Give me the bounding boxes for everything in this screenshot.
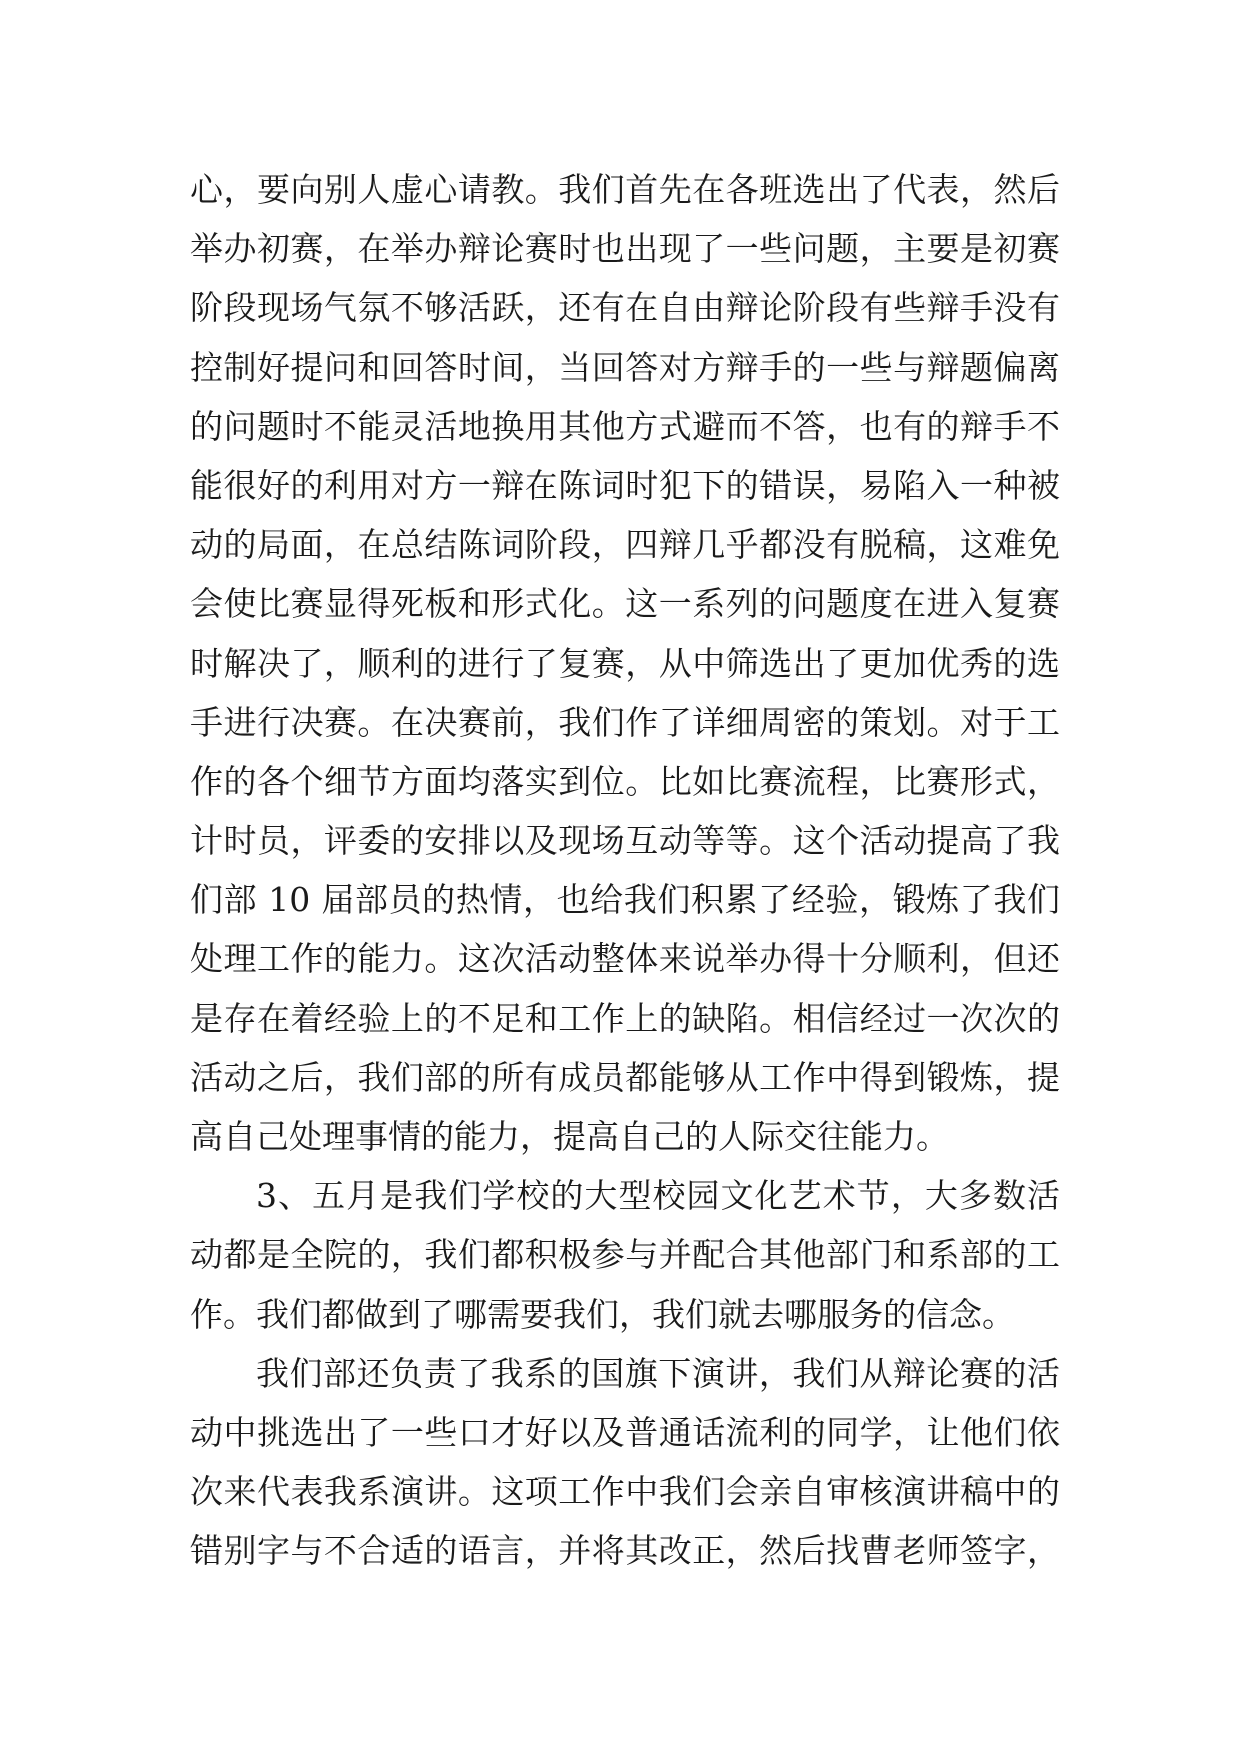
text-line: 能很好的利用对方一辩在陈词时犯下的错误，易陷入一种被 [190, 465, 1060, 505]
text-line: 会使比赛显得死板和形式化。这一系列的问题度在进入复赛 [190, 584, 1060, 624]
text-line: 次来代表我系演讲。这项工作中我们会亲自审核演讲稿中的 [190, 1472, 1060, 1512]
paragraph-first-line: 我们部还负责了我系的国旗下演讲，我们从辩论赛的活 [256, 1353, 1060, 1393]
text-line: 阶段现场气氛不够活跃，还有在自由辩论阶段有些辩手没有 [190, 288, 1060, 328]
text-line: 计时员，评委的安排以及现场互动等等。这个活动提高了我 [190, 821, 1060, 861]
text-line: 活动之后，我们部的所有成员都能够从工作中得到锻炼，提 [190, 1057, 1060, 1097]
text-line: 的问题时不能灵活地换用其他方式避而不答，也有的辩手不 [190, 406, 1060, 446]
text-line: 动都是全院的，我们都积极参与并配合其他部门和系部的工 [190, 1235, 1060, 1275]
text-line: 动的局面，在总结陈词阶段，四辩几乎都没有脱稿，这难免 [190, 525, 1060, 565]
body-text [190, 160, 1060, 1581]
text-line: 控制好提问和回答时间，当回答对方辩手的一些与辩题偏离 [190, 347, 1060, 387]
text-line: 举办初赛，在举办辩论赛时也出现了一些问题，主要是初赛 [190, 229, 1060, 269]
text-line: 作。我们都做到了哪需要我们，我们就去哪服务的信念。 [190, 1294, 1015, 1334]
text-line: 处理工作的能力。这次活动整体来说举办得十分顺利，但还 [190, 939, 1060, 979]
text-line: 们部 10 届部员的热情，也给我们积累了经验，锻炼了我们 [190, 880, 1060, 920]
text-line: 高自己处理事情的能力，提高自己的人际交往能力。 [190, 1117, 949, 1156]
text-line: 心，要向别人虚心请教。我们首先在各班选出了代表，然后 [190, 170, 1060, 209]
text-line: 是存在着经验上的不足和工作上的缺陷。相信经过一次次的 [190, 998, 1060, 1038]
text-line: 动中挑选出了一些口才好以及普通话流利的同学，让他们依 [190, 1412, 1060, 1452]
paragraph-first-line: 3、五月是我们学校的大型校园文化艺术节，大多数活 [256, 1176, 1060, 1216]
text-line: 手进行决赛。在决赛前，我们作了详细周密的策划。对于工 [190, 702, 1060, 742]
text-line: 错别字与不合适的语言，并将其改正，然后找曹老师签字， [190, 1531, 1060, 1571]
text-line: 时解决了，顺利的进行了复赛，从中筛选出了更加优秀的选 [190, 643, 1060, 683]
text-line: 作的各个细节方面均落实到位。比如比赛流程，比赛形式， [190, 761, 1060, 801]
